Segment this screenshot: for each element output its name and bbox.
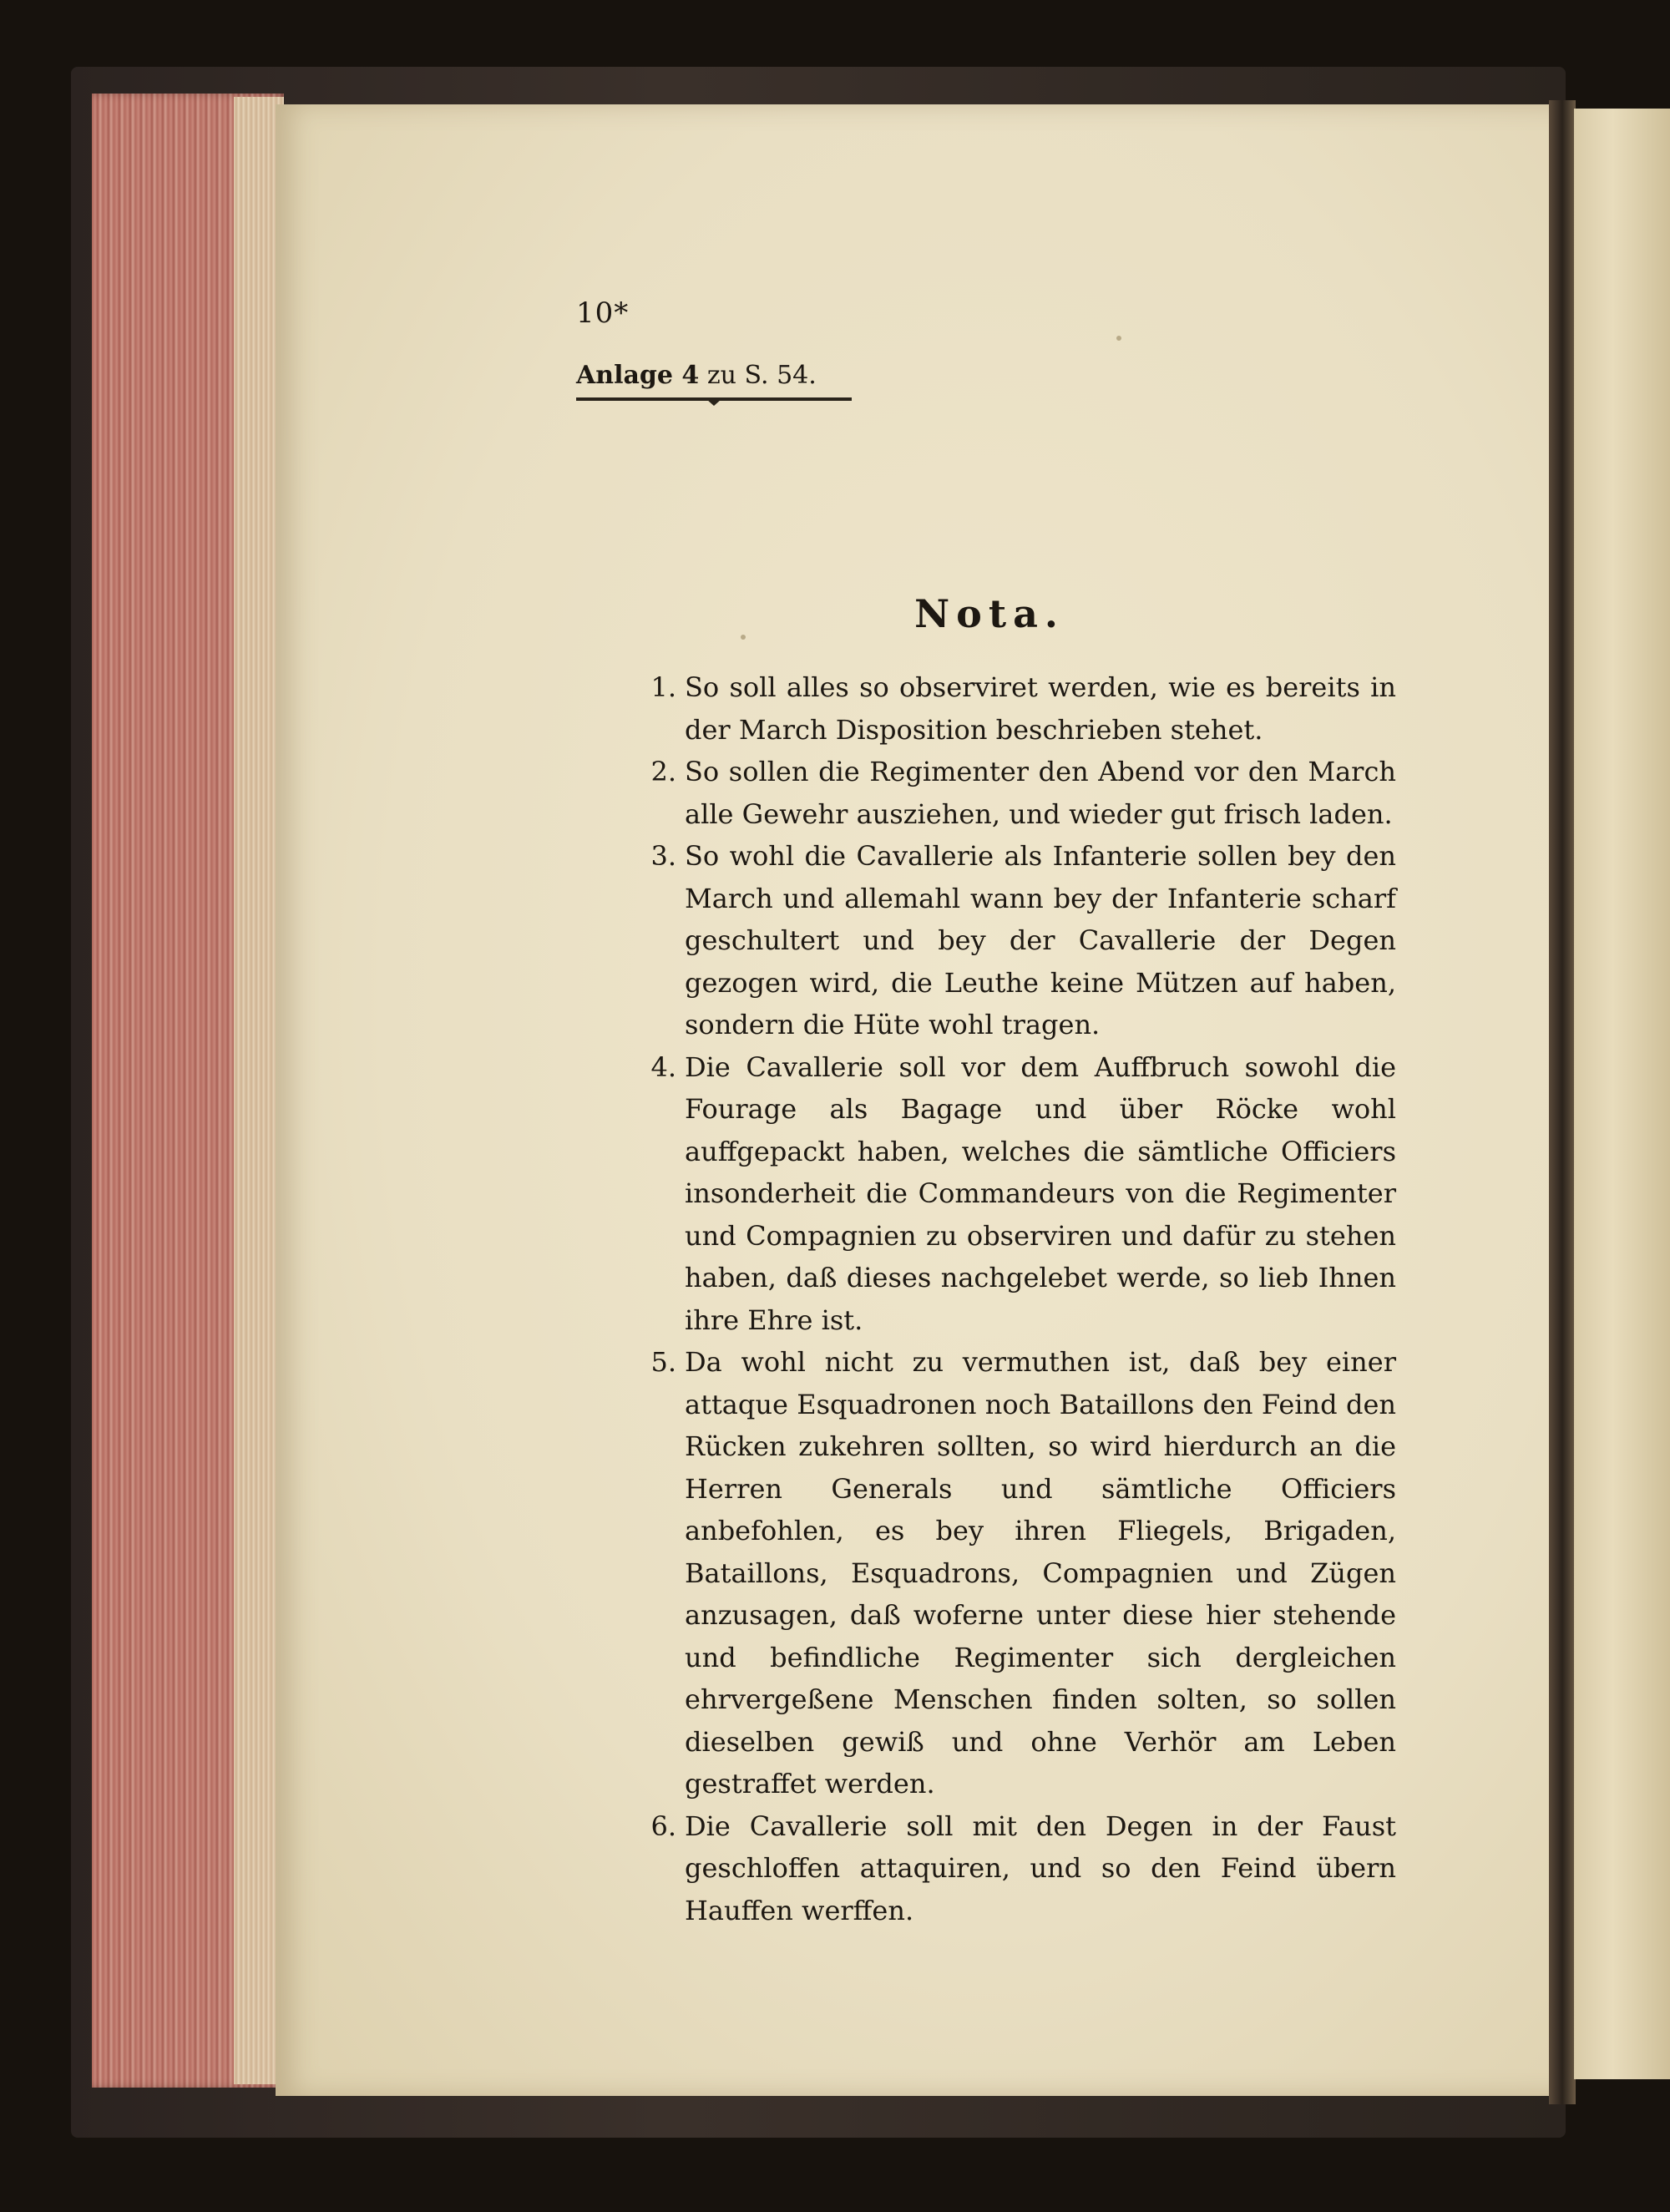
item-text: Da wohl nicht zu vermuthen ist, daß bey einer attaque Esquadronen noch Bataillons den Feind den Rücken zukehren sollten, so wird hierdurch an die Herren Generals und sämtliche Officiers anbefohlen, es bey ihren Fliegels, Brigaden, Bataillons, Esquadrons, Compagnien und Zügen anzusagen, daß woferne unter diese hier stehende und befindliche Regimenter sich dergleichen ehrvergeßene Menschen finden solten, so sollen dieselben gewiß und ohne Verhör am Leben gestraffet werden. [685, 1346, 1396, 1799]
paper-speck [741, 635, 746, 640]
numbered-list [635, 666, 1396, 1931]
item-text: So wohl die Cavallerie als Infanterie sollen bey den March und allemahl wann bey der Infanterie scharf geschultert und bey der Cavallerie der Degen gezogen wird, die Leuthe keine Mützen auf haben, sondern die Hüte wohl tragen. [685, 840, 1396, 1040]
item-number: 4. [650, 1050, 676, 1083]
item-number: 1. [650, 671, 676, 703]
item-number: 2. [650, 756, 676, 787]
item-number: 5. [650, 1346, 676, 1378]
item-text: Die Cavallerie soll mit den Degen in der Faust geschloffen attaquiren, und so den Feind übern Hauffen werffen. [685, 1810, 1396, 1926]
paper-speck [1116, 336, 1121, 341]
item-number: 3. [650, 840, 676, 872]
list-item [635, 835, 1396, 1046]
header-rule-ornament [706, 399, 721, 406]
list-item [635, 1046, 1396, 1342]
list-item [635, 666, 1396, 751]
list-item [635, 751, 1396, 835]
item-text: So sollen die Regimenter den Abend vor den March alle Gewehr ausziehen, und wieder gut frisch laden. [685, 756, 1396, 830]
list-item [635, 1805, 1396, 1932]
book-gutter [1549, 100, 1576, 2104]
item-text: So soll alles so observiret werden, wie es bereits in der March Disposition beschrieben stehet. [685, 671, 1396, 746]
item-number: 6. [650, 1810, 676, 1842]
item-text: Die Cavallerie soll vor dem Auffbruch sowohl die Fourage als Bagage und über Röcke wohl auffgepackt haben, welches die sämtliche Officiers insonderheit die Commandeurs von die Regimenter und Compagnien zu observiren und dafür zu stehen haben, daß dieses nachgelebet werde, so lieb Ihnen ihre Ehre ist. [685, 1050, 1396, 1336]
appendix-reference [576, 361, 817, 390]
appendix-page-ref: zu S. 54. [699, 361, 817, 390]
page-title: Nota. [914, 591, 1065, 636]
page-number: 10* [576, 296, 630, 330]
list-item [635, 1341, 1396, 1805]
facing-page-edge [1574, 109, 1670, 2079]
appendix-label: Anlage 4 [576, 361, 700, 390]
